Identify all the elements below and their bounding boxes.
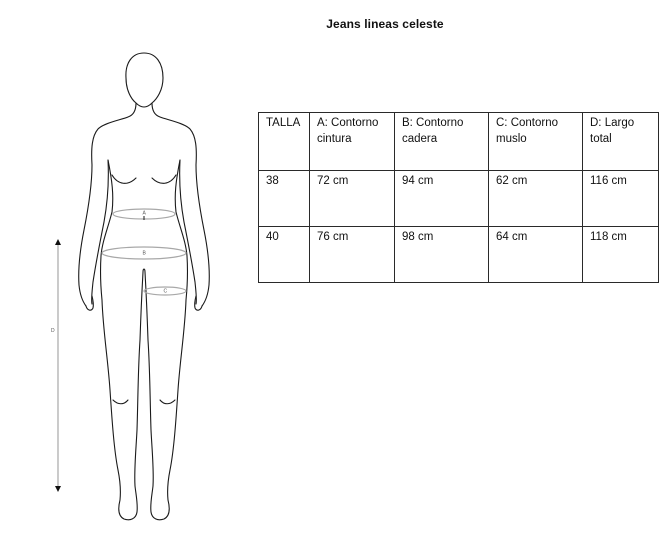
label-c: C xyxy=(163,288,168,295)
arrow-down-icon xyxy=(55,486,61,492)
table-cell: 94 cm xyxy=(395,171,489,227)
torso-outline-left xyxy=(79,103,136,306)
size-table xyxy=(258,112,659,283)
label-a: A xyxy=(142,210,146,217)
table-header-row xyxy=(259,113,659,171)
table-cell: 72 cm xyxy=(310,171,395,227)
head-outline xyxy=(126,53,163,107)
torso-outline-right xyxy=(152,103,209,306)
header-cell-d: D: Largo total xyxy=(583,113,659,171)
table-row xyxy=(259,171,659,227)
table-cell: 98 cm xyxy=(395,227,489,283)
body-measurement-figure xyxy=(0,0,260,539)
header-cell-talla: TALLA xyxy=(259,113,310,171)
header-cell-a: A: Contorno cintura xyxy=(310,113,395,171)
header-cell-c: C: Contorno muslo xyxy=(489,113,583,171)
label-d: D xyxy=(51,328,55,334)
arrow-up-icon xyxy=(55,239,61,245)
label-b: B xyxy=(142,250,146,257)
table-cell: 38 xyxy=(259,171,310,227)
page-title: Jeans lineas celeste xyxy=(326,17,444,31)
leg-outline-right xyxy=(145,272,186,520)
table-cell: 76 cm xyxy=(310,227,395,283)
leg-outline-left xyxy=(102,272,143,520)
table-row xyxy=(259,227,659,283)
table-cell: 116 cm xyxy=(583,171,659,227)
table-cell: 62 cm xyxy=(489,171,583,227)
table-cell: 118 cm xyxy=(583,227,659,283)
table-cell: 64 cm xyxy=(489,227,583,283)
table-cell: 40 xyxy=(259,227,310,283)
header-cell-b: B: Contorno cadera xyxy=(395,113,489,171)
